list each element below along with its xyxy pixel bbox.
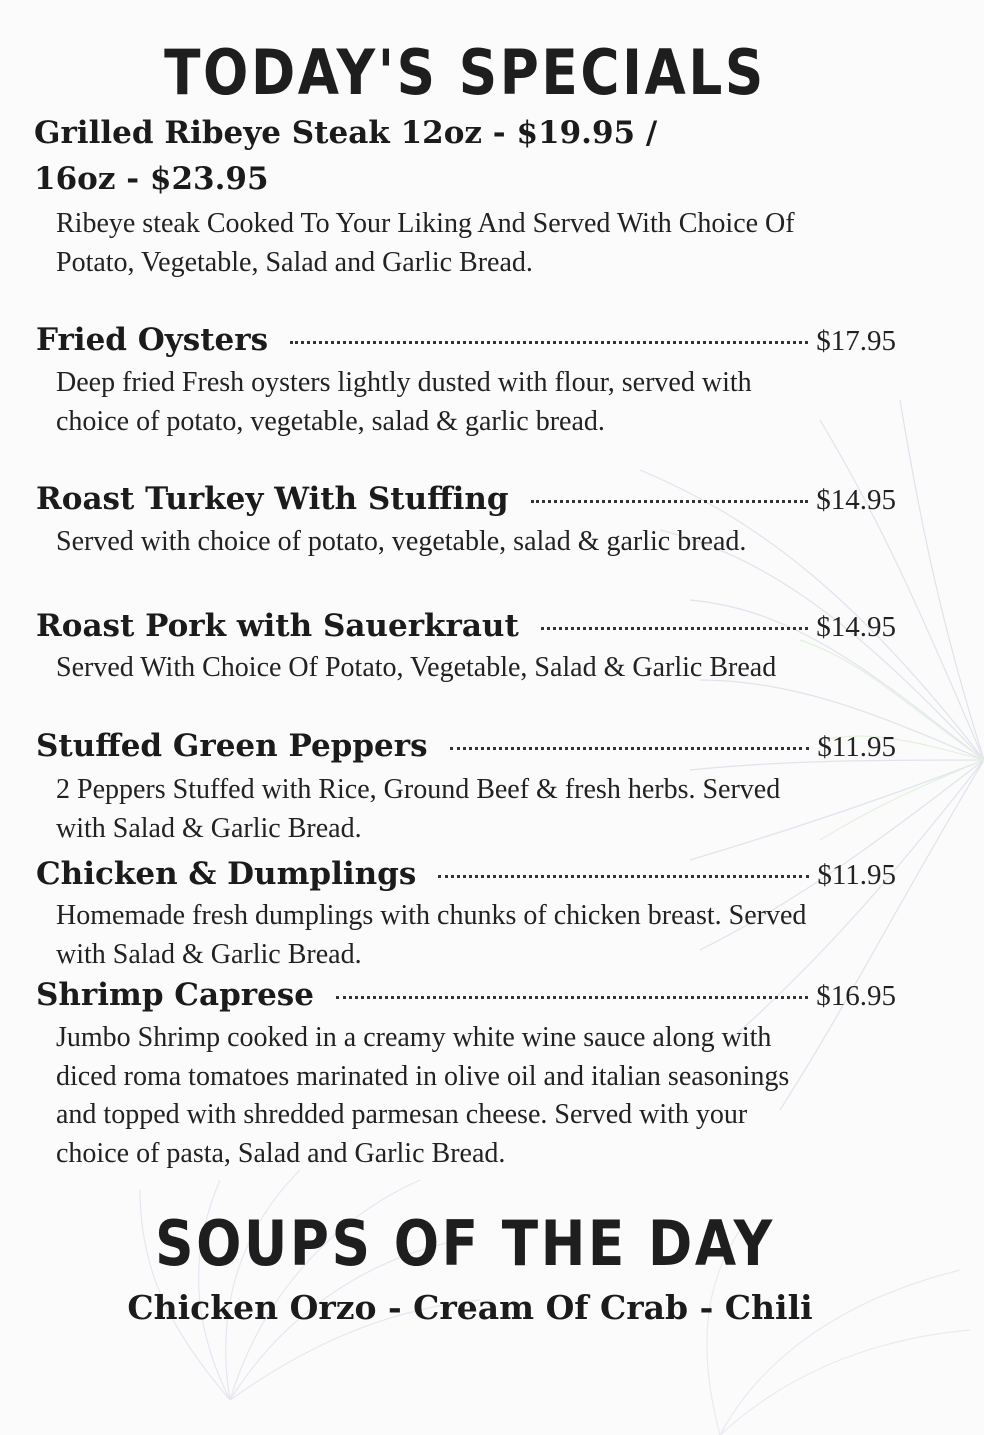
special-description-roast-pork: Served With Choice Of Potato, Vegetable, Salad & Garlic Bread [56, 652, 777, 683]
special-name-chicken-dumplings: Chicken & Dumplings [36, 856, 417, 892]
special-name-shrimp-caprese: Shrimp Caprese [36, 977, 314, 1013]
special-name-ribeye-line2: 16oz - $23.95 [34, 161, 269, 197]
special-description-shrimp-caprese: Jumbo Shrimp cooked in a creamy white wine sauce along with diced roma tomatoes marinated in olive oil and italian seasonings and topped with shredded parmesan cheese. Served with your choice of pasta, Salad and Garlic Bread. [56, 1022, 790, 1169]
special-price-fried-oysters: $17.95 [816, 325, 896, 357]
soups-heading: SOUPS OF THE DAY [155, 1207, 775, 1280]
dot-leader [438, 875, 809, 878]
special-description-chicken-dumplings: Homemade fresh dumplings with chunks of chicken breast. Served with Salad & Garlic Bread. [56, 900, 807, 970]
dot-leader [450, 747, 810, 750]
special-name-ribeye-line1: Grilled Ribeye Steak 12oz - $19.95 / [34, 115, 658, 151]
special-price-chicken-dumplings: $11.95 [817, 859, 896, 891]
special-row-fried-oysters [36, 322, 896, 362]
soups-list: Chicken Orzo - Cream Of Crab - Chili [127, 1288, 813, 1327]
special-description-stuffed-peppers: 2 Peppers Stuffed with Rice, Ground Beef & fresh herbs. Served with Salad & Garlic Bread. [56, 774, 781, 844]
special-price-stuffed-peppers: $11.95 [817, 731, 896, 763]
special-row-roast-pork [36, 608, 896, 648]
special-description-fried-oysters: Deep fried Fresh oysters lightly dusted with flour, served with choice of potato, vegetable, salad & garlic bread. [56, 367, 752, 437]
special-price-shrimp-caprese: $16.95 [816, 980, 896, 1012]
special-row-stuffed-peppers [36, 728, 896, 768]
dot-leader [541, 627, 808, 630]
dot-leader [531, 500, 809, 503]
dot-leader [290, 341, 808, 344]
special-row-roast-turkey [36, 481, 896, 521]
special-row-shrimp-caprese [36, 977, 896, 1017]
specials-heading: TODAY'S SPECIALS [164, 36, 766, 109]
special-description-roast-turkey: Served with choice of potato, vegetable, salad & garlic bread. [56, 526, 747, 557]
special-description-ribeye: Ribeye steak Cooked To Your Liking And Served With Choice Of Potato, Vegetable, Salad and Garlic Bread. [56, 208, 795, 278]
special-name-roast-turkey: Roast Turkey With Stuffing [36, 481, 509, 517]
special-price-roast-turkey: $14.95 [816, 484, 896, 516]
special-row-chicken-dumplings [36, 856, 896, 896]
special-name-stuffed-peppers: Stuffed Green Peppers [36, 728, 428, 764]
special-price-roast-pork: $14.95 [816, 611, 896, 643]
dot-leader [336, 996, 808, 999]
special-name-roast-pork: Roast Pork with Sauerkraut [36, 608, 519, 644]
special-name-fried-oysters: Fried Oysters [36, 322, 269, 358]
